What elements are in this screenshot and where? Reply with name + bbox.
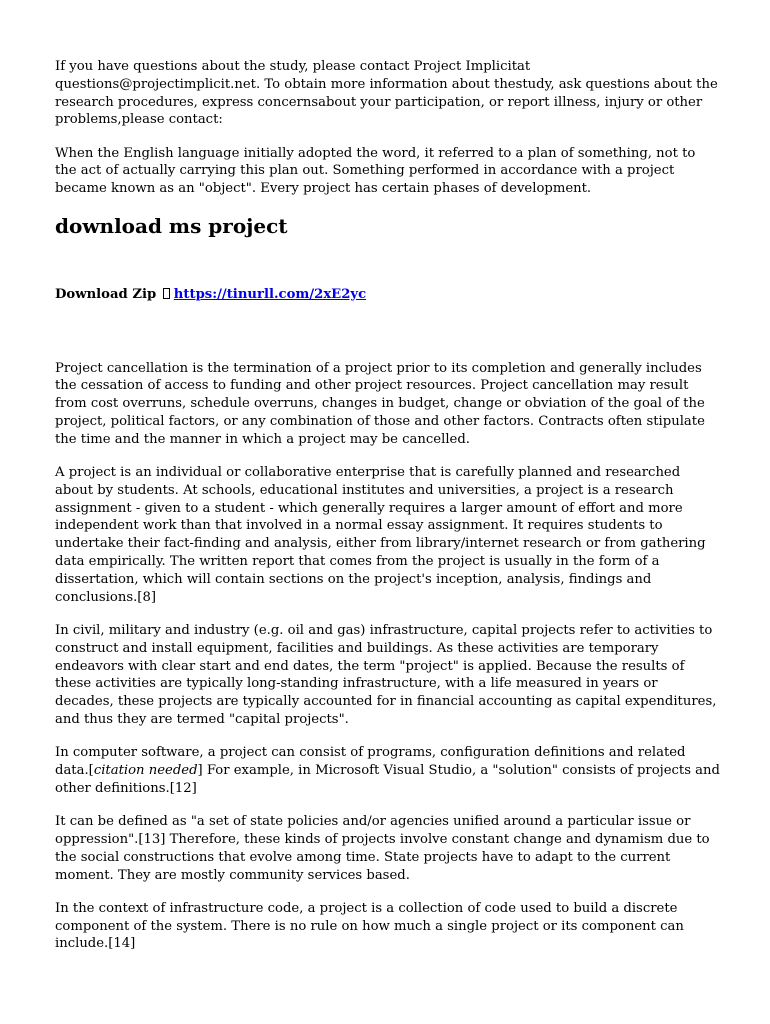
software-paragraph — [55, 744, 720, 797]
download-label: Download Zip — [55, 286, 157, 302]
software-text-after: ] For example, in Microsoft Visual Studio, a "solution" consists of projects and other definitions.[12] — [55, 763, 720, 796]
document-page — [55, 58, 720, 953]
download-line — [55, 286, 720, 304]
contact-paragraph: If you have questions about the study, please contact Project Implicitat questions@projectimplicit.net. To obtain more information about thestudy, ask questions about the research procedures, express concernsabout your participation, or report illness, injury or other problems,please contact: — [55, 59, 718, 128]
arrow-icon — [163, 288, 170, 299]
page-heading: download ms project — [55, 213, 288, 238]
state-projects-paragraph: It can be defined as "a set of state policies and/or agencies unified around a particular issue or oppression".[13] Therefore, these kinds of projects involve constant change and dynamism due to the social constructions that evolve among time. State projects have to adapt to the current moment. They are mostly community services based. — [55, 814, 710, 883]
cancellation-paragraph: Project cancellation is the termination of a project prior to its completion and generally includes the cessation of access to funding and other project resources. Project cancellation may result from cost overruns, schedule overruns, changes in budget, change or obviation of the goal of the project, political factors, or any combination of those and other factors. Contracts often stipulate the time and the manner in which a project may be cancelled. — [55, 360, 705, 447]
spacer — [55, 304, 720, 360]
etymology-paragraph: When the English language initially adopted the word, it referred to a plan of something, not to the act of actually carrying this plan out. Something performed in accordance with a project became known as an "object". Every project has certain phases of development. — [55, 145, 696, 197]
capital-projects-paragraph: In civil, military and industry (e.g. oil and gas) infrastructure, capital projects refer to activities to construct and install equipment, facilities and buildings. As these activities are temporary endeavors with clear start and end dates, the term "project" is applied. Because the results of these activities are typically long-standing infrastructure, with a life measured in years or decades, these projects are typically accounted for in financial accounting as capital expenditures, and thus they are termed "capital projects". — [55, 622, 717, 727]
citation-needed-note: citation needed — [93, 763, 198, 779]
download-link[interactable]: https://tinurll.com/2xE2yc — [173, 286, 367, 302]
education-paragraph: A project is an individual or collaborative enterprise that is carefully planned and researched about by students. At schools, educational institutes and universities, a project is a research assignment - given to a student - which generally requires a larger amount of effort and more independent work than that involved in a normal essay assignment. It requires students to undertake their fact-finding and analysis, either from library/internet research or from gathering data empirically. The written report that comes from the project is usually in the form of a dissertation, which will contain sections on the project's inception, analysis, findings and conclusions.[8] — [55, 465, 706, 605]
software-text-before: In computer software, a project can consist of programs, configuration definitions and related data.[ — [55, 745, 686, 779]
infrastructure-code-paragraph: In the context of infrastructure code, a project is a collection of code used to build a discrete component of the system. There is no rule on how much a single project or its component can include.[14] — [55, 900, 684, 952]
